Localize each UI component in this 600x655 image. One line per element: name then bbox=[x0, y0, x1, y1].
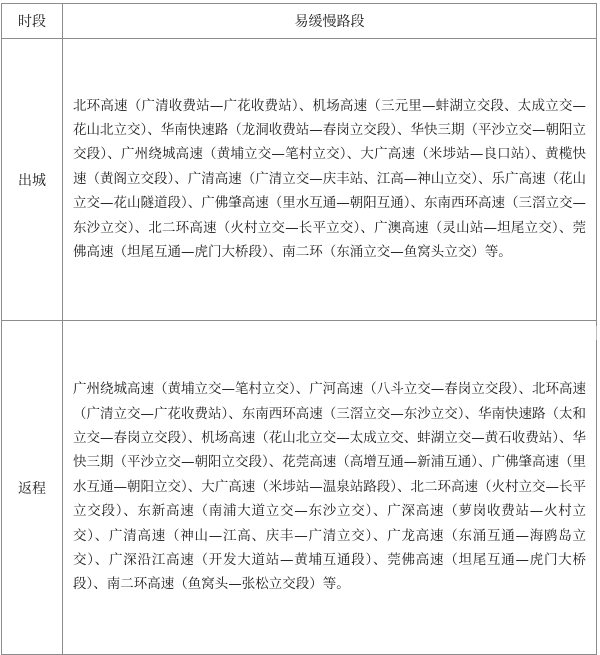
period-outbound: 出城 bbox=[2, 39, 63, 321]
table-row-return bbox=[2, 321, 597, 655]
congestion-table bbox=[1, 3, 597, 655]
roads-return: 广州绕城高速（黄埔立交—笔村立交）、广河高速（八斗立交—春岗立交段）、北环高速（广清立交—广花收费站）、东南西环高速（三滘立交—东沙立交）、华南快速路（太和立交—春岗立交段）、机场高速（花山北立交—太成立交、蚌湖立交—黄石收费站）、华快三期（平沙立交—朝阳立交段）、花莞高速（高增互通—新浦互通）、广佛肇高速（里水互通—朝阳立交）、大广高速（米埗站—温泉站路段）、北二环高速（火村立交—长平立交段）、东新高速（南浦大道立交—东沙立交）、广深高速（萝岗收费站—火村立交）、广清高速（神山—江高、庆丰—广清立交）、广龙高速（东涌互通—海鸥岛立交）、广深沿江高速（开发大道站—黄埔互通段）、莞佛高速（坦尾互通—虎门大桥段）、南二环高速（鱼窝头—张松立交段）等。 bbox=[63, 321, 597, 655]
edge-mark bbox=[596, 326, 600, 340]
roads-outbound: 北环高速（广清收费站—广花收费站）、机场高速（三元里—蚌湖立交段、太成立交—花山北立交）、华南快速路（龙洞收费站—春岗立交段）、华快三期（平沙立交—朝阳立交段）、广州绕城高速（黄埔立交—笔村立交）、大广高速（米埗站—良口站）、黄榄快速（黄阁立交段）、广清高速（广清立交—庆丰站、江高—神山立交）、乐广高速（花山立交—花山隧道段）、广佛肇高速（里水互通—朝阳互通）、东南西环高速（三滘立交—东沙立交）、北二环高速（火村立交—长平立交）、广澳高速（灵山站—坦尾立交）、莞佛高速（坦尾互通—虎门大桥段）、南二环（东涌立交—鱼窝头立交）等。 bbox=[63, 39, 597, 321]
table-row-outbound bbox=[2, 39, 597, 321]
table-header-row bbox=[2, 4, 597, 39]
header-period: 时段 bbox=[2, 4, 63, 39]
header-roads: 易缓慢路段 bbox=[63, 4, 597, 39]
period-return: 返程 bbox=[2, 321, 63, 655]
